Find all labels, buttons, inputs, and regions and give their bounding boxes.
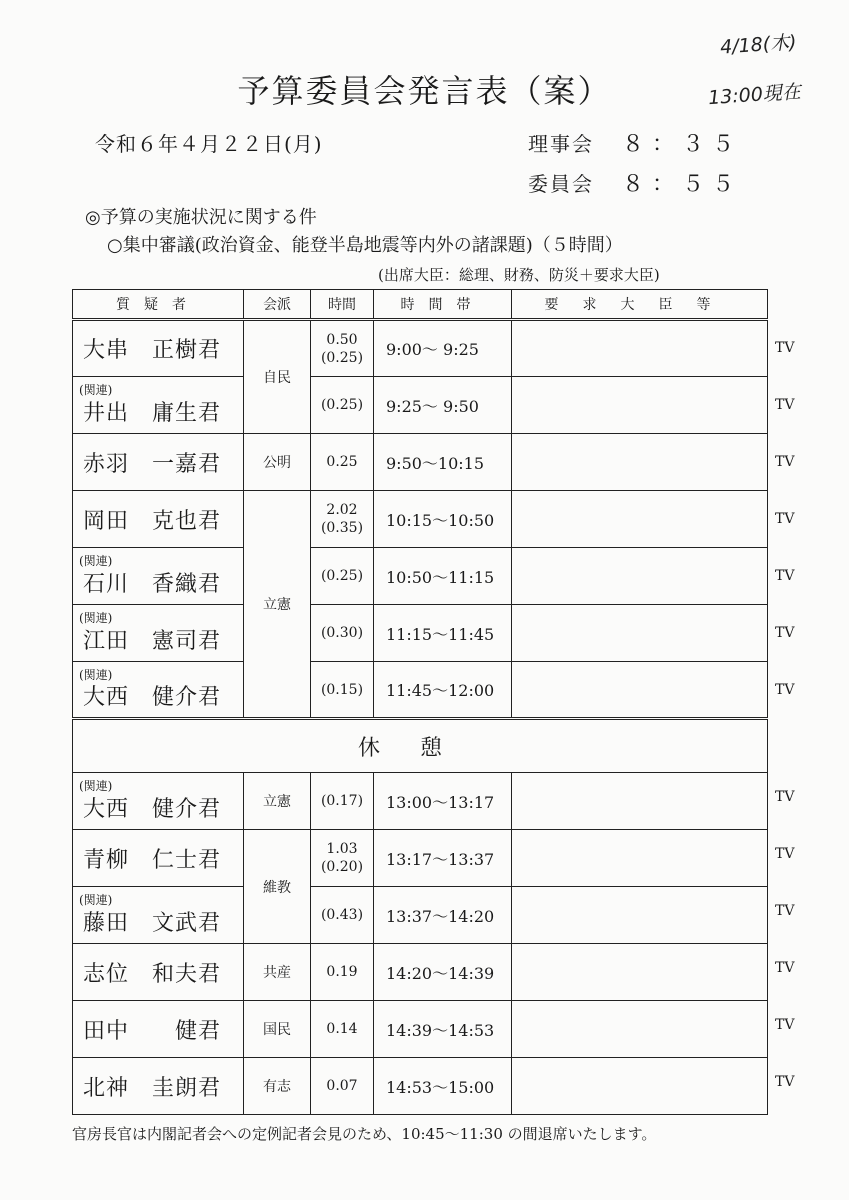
committee-meeting-time: ８：５５ (622, 172, 743, 197)
questioner-name: 石川 香織君 (83, 571, 222, 597)
table-header-row (73, 290, 768, 320)
timeslot: 13:17～13:37 (374, 830, 512, 887)
questioner-name: 江田 憲司君 (83, 628, 222, 654)
tv-broadcast-mark: TV (775, 682, 795, 698)
header-questioner: 質疑者 (73, 290, 244, 320)
committee-meeting-label: 委員会 (528, 172, 594, 196)
requested-ministers (512, 605, 768, 662)
alloc-total: 2.02 (326, 502, 358, 518)
party-cell: 自民 (244, 320, 311, 434)
timeslot: 9:50～10:15 (374, 434, 512, 491)
questioner-cell (73, 1001, 244, 1058)
timeslot: 10:15～10:50 (374, 491, 512, 548)
requested-ministers (512, 830, 768, 887)
allocated-time (311, 320, 374, 377)
questioner-name: 大西 健介君 (83, 685, 222, 710)
table-row (73, 605, 768, 662)
questioner-cell (73, 887, 244, 944)
allocated-time (311, 491, 374, 548)
table-row (73, 662, 768, 719)
allocated-time: (0.43) (311, 887, 374, 944)
header-timeslot: 時間帯 (374, 290, 512, 320)
page-title: 予算委員会発言表（案） (237, 72, 612, 110)
questioner-name: 藤田 文武君 (83, 910, 222, 936)
party-cell: 維教 (244, 830, 311, 944)
allocated-time: 0.07 (311, 1058, 374, 1115)
related-label: (関連) (79, 554, 113, 568)
timeslot: 14:39～14:53 (374, 1001, 512, 1058)
session-description: ○集中審議(政治資金、能登半島地震等内外の諸課題)（５時間） (107, 235, 623, 256)
timeslot: 11:15～11:45 (374, 605, 512, 662)
allocated-time (311, 830, 374, 887)
questioner-cell (73, 830, 244, 887)
timeslot: 13:37～14:20 (374, 887, 512, 944)
questioner-cell (73, 605, 244, 662)
break-label: 休憩 (73, 719, 768, 773)
related-label: (関連) (79, 611, 113, 625)
timeslot: 14:20～14:39 (374, 944, 512, 1001)
related-label: (関連) (79, 779, 113, 793)
speaker-schedule-table (72, 289, 768, 1115)
table-row (73, 944, 768, 1001)
questioner-cell (73, 662, 244, 719)
tv-broadcast-mark: TV (775, 397, 795, 413)
tv-broadcast-mark: TV (775, 625, 795, 641)
party-cell: 公明 (244, 434, 311, 491)
header-party: 会派 (244, 290, 311, 320)
table-row (73, 1001, 768, 1058)
allocated-time: (0.25) (311, 548, 374, 605)
table-row (73, 377, 768, 434)
alloc-total: 1.03 (326, 841, 358, 857)
table-row (73, 491, 768, 548)
requested-ministers (512, 491, 768, 548)
requested-ministers (512, 320, 768, 377)
directors-meeting-time: ８：３５ (622, 132, 743, 157)
tv-broadcast-mark: TV (775, 903, 795, 919)
requested-ministers (512, 1058, 768, 1115)
attending-ministers: (出席大臣：総理、財務、防災＋要求大臣) (378, 266, 660, 284)
tv-broadcast-mark: TV (775, 846, 795, 862)
table-row (73, 830, 768, 887)
party-cell: 国民 (244, 1001, 311, 1058)
questioner-cell (73, 434, 244, 491)
requested-ministers (512, 887, 768, 944)
requested-ministers (512, 662, 768, 719)
party-cell: 有志 (244, 1058, 311, 1115)
party-cell: 立憲 (244, 491, 311, 719)
alloc-share: (0.35) (320, 520, 364, 536)
tv-broadcast-mark: TV (775, 454, 795, 470)
table-row (73, 1058, 768, 1115)
tv-broadcast-mark: TV (775, 568, 795, 584)
tv-broadcast-mark: TV (775, 340, 795, 356)
table-row (73, 434, 768, 491)
questioner-cell (73, 377, 244, 434)
table-row (73, 320, 768, 377)
allocated-time: (0.25) (311, 377, 374, 434)
break-row (73, 719, 768, 773)
questioner-name: 北神 圭朗君 (83, 1075, 222, 1101)
related-label: (関連) (79, 668, 113, 682)
allocated-time: 0.14 (311, 1001, 374, 1058)
questioner-cell (73, 1058, 244, 1115)
timeslot: 11:45～12:00 (374, 662, 512, 719)
timeslot: 10:50～11:15 (374, 548, 512, 605)
questioner-name: 志位 和夫君 (83, 961, 222, 987)
questioner-cell (73, 320, 244, 377)
tv-broadcast-mark: TV (775, 1017, 795, 1033)
allocated-time: (0.30) (311, 605, 374, 662)
requested-ministers (512, 434, 768, 491)
directors-meeting-label: 理事会 (528, 132, 594, 156)
footnote: 官房長官は内閣記者会への定例記者会見のため、10:45～11:30 の間退席いたします。 (72, 1125, 657, 1143)
questioner-cell (73, 491, 244, 548)
allocated-time: (0.17) (311, 773, 374, 830)
table-row (73, 548, 768, 605)
questioner-name: 大串 正樹君 (83, 338, 222, 363)
party-cell: 立憲 (244, 773, 311, 830)
allocated-time: 0.19 (311, 944, 374, 1001)
handwritten-as-of: 13:00現在 (707, 80, 802, 110)
questioner-cell (73, 548, 244, 605)
table-row (73, 773, 768, 830)
timeslot: 14:53～15:00 (374, 1058, 512, 1115)
tv-broadcast-mark: TV (775, 960, 795, 976)
allocated-time: 0.25 (311, 434, 374, 491)
timeslot: 9:00～ 9:25 (374, 320, 512, 377)
requested-ministers (512, 548, 768, 605)
alloc-share: (0.20) (320, 859, 364, 875)
header-time: 時間 (311, 290, 374, 320)
questioner-name: 青柳 仁士君 (83, 847, 222, 873)
questioner-name: 大西 健介君 (83, 796, 222, 822)
questioner-name: 赤羽 一嘉君 (83, 451, 222, 477)
handwritten-date: 4/18(木) (719, 31, 798, 59)
related-label: (関連) (79, 893, 113, 907)
questioner-name: 井出 庸生君 (83, 400, 222, 426)
questioner-name: 岡田 克也君 (83, 508, 222, 534)
agenda-subject: ◎予算の実施状況に関する件 (85, 207, 317, 228)
table-row (73, 887, 768, 944)
tv-broadcast-mark: TV (775, 511, 795, 527)
tv-broadcast-mark: TV (775, 1074, 795, 1090)
meeting-date: 令和６年４月２２日(月) (95, 132, 323, 156)
related-label: (関連) (79, 383, 113, 397)
alloc-total: 0.50 (326, 331, 358, 348)
requested-ministers (512, 377, 768, 434)
tv-broadcast-mark: TV (775, 789, 795, 805)
timeslot: 13:00～13:17 (374, 773, 512, 830)
questioner-name: 田中 健君 (83, 1018, 222, 1044)
requested-ministers (512, 944, 768, 1001)
header-ministers: 要求大臣等 (512, 290, 768, 320)
questioner-cell (73, 773, 244, 830)
requested-ministers (512, 1001, 768, 1058)
questioner-cell (73, 944, 244, 1001)
party-cell: 共産 (244, 944, 311, 1001)
requested-ministers (512, 773, 768, 830)
allocated-time: (0.15) (311, 662, 374, 719)
alloc-share: (0.25) (320, 349, 364, 366)
timeslot: 9:25～ 9:50 (374, 377, 512, 434)
